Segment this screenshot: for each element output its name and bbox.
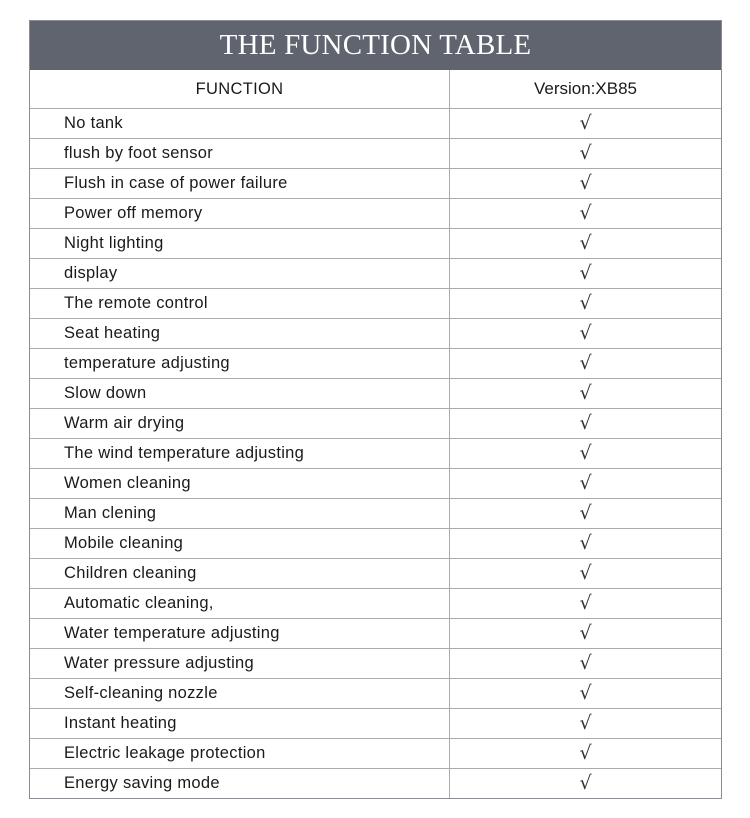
table-row: [30, 498, 721, 528]
function-label: The wind temperature adjusting: [30, 439, 450, 468]
checkmark-icon: √: [579, 232, 592, 254]
checkmark-icon: √: [579, 682, 592, 704]
table-row: [30, 288, 721, 318]
checkmark-icon: √: [579, 622, 592, 644]
table-row: [30, 708, 721, 738]
function-label: Flush in case of power failure: [30, 169, 450, 198]
checkmark-icon: √: [579, 112, 592, 134]
function-table: [29, 20, 722, 799]
checkmark-icon: √: [579, 742, 592, 764]
checkmark-icon: √: [579, 472, 592, 494]
table-row: [30, 438, 721, 468]
checkmark-icon: √: [579, 712, 592, 734]
function-label: Energy saving mode: [30, 769, 450, 798]
function-label: Slow down: [30, 379, 450, 408]
table-row: [30, 348, 721, 378]
function-label: Instant heating: [30, 709, 450, 738]
table-row: [30, 588, 721, 618]
checkmark-icon: √: [579, 562, 592, 584]
function-label: Seat heating: [30, 319, 450, 348]
table-row: [30, 228, 721, 258]
version-cell: [450, 229, 721, 258]
function-label: Water pressure adjusting: [30, 649, 450, 678]
checkmark-icon: √: [579, 352, 592, 374]
function-label: No tank: [30, 109, 450, 138]
checkmark-icon: √: [579, 322, 592, 344]
checkmark-icon: √: [579, 142, 592, 164]
version-cell: [450, 469, 721, 498]
table-row: [30, 738, 721, 768]
function-label: flush by foot sensor: [30, 139, 450, 168]
function-label: Women cleaning: [30, 469, 450, 498]
version-cell: [450, 649, 721, 678]
version-cell: [450, 499, 721, 528]
table-row: [30, 198, 721, 228]
version-cell: [450, 319, 721, 348]
function-label: Man clening: [30, 499, 450, 528]
version-cell: [450, 739, 721, 768]
checkmark-icon: √: [579, 652, 592, 674]
version-cell: [450, 109, 721, 138]
version-cell: [450, 409, 721, 438]
version-cell: [450, 619, 721, 648]
table-title: THE FUNCTION TABLE: [30, 21, 721, 70]
version-cell: [450, 289, 721, 318]
table-row: [30, 138, 721, 168]
version-cell: [450, 199, 721, 228]
checkmark-icon: √: [579, 592, 592, 614]
table-row: [30, 108, 721, 138]
function-label: Night lighting: [30, 229, 450, 258]
checkmark-icon: √: [579, 772, 592, 794]
version-cell: [450, 139, 721, 168]
version-cell: [450, 529, 721, 558]
function-label: Electric leakage protection: [30, 739, 450, 768]
table-row: [30, 378, 721, 408]
function-label: Water temperature adjusting: [30, 619, 450, 648]
checkmark-icon: √: [579, 172, 592, 194]
function-label: temperature adjusting: [30, 349, 450, 378]
table-header-row: [30, 70, 721, 108]
version-cell: [450, 439, 721, 468]
version-cell: [450, 589, 721, 618]
function-label: Children cleaning: [30, 559, 450, 588]
table-row: [30, 168, 721, 198]
version-cell: [450, 379, 721, 408]
version-column-header: Version:XB85: [533, 79, 637, 98]
function-label: Automatic cleaning,: [30, 589, 450, 618]
function-label: The remote control: [30, 289, 450, 318]
function-label: Power off memory: [30, 199, 450, 228]
table-row: [30, 558, 721, 588]
function-label: Warm air drying: [30, 409, 450, 438]
version-cell: [450, 679, 721, 708]
checkmark-icon: √: [579, 442, 592, 464]
table-row: [30, 618, 721, 648]
table-body: [30, 108, 721, 798]
checkmark-icon: √: [579, 412, 592, 434]
version-cell: [450, 709, 721, 738]
table-row: [30, 468, 721, 498]
function-label: Self-cleaning nozzle: [30, 679, 450, 708]
function-label: Mobile cleaning: [30, 529, 450, 558]
function-label: display: [30, 259, 450, 288]
table-row: [30, 528, 721, 558]
checkmark-icon: √: [579, 532, 592, 554]
version-cell: [450, 169, 721, 198]
table-row: [30, 678, 721, 708]
version-cell: [450, 769, 721, 798]
table-row: [30, 648, 721, 678]
table-row: [30, 408, 721, 438]
version-cell: [450, 349, 721, 378]
table-row: [30, 318, 721, 348]
checkmark-icon: √: [579, 382, 592, 404]
checkmark-icon: √: [579, 502, 592, 524]
version-cell: [450, 559, 721, 588]
function-column-header: FUNCTION: [30, 70, 450, 108]
checkmark-icon: √: [579, 202, 592, 224]
table-row: [30, 768, 721, 798]
version-cell: [450, 259, 721, 288]
table-row: [30, 258, 721, 288]
checkmark-icon: √: [579, 262, 592, 284]
checkmark-icon: √: [579, 292, 592, 314]
